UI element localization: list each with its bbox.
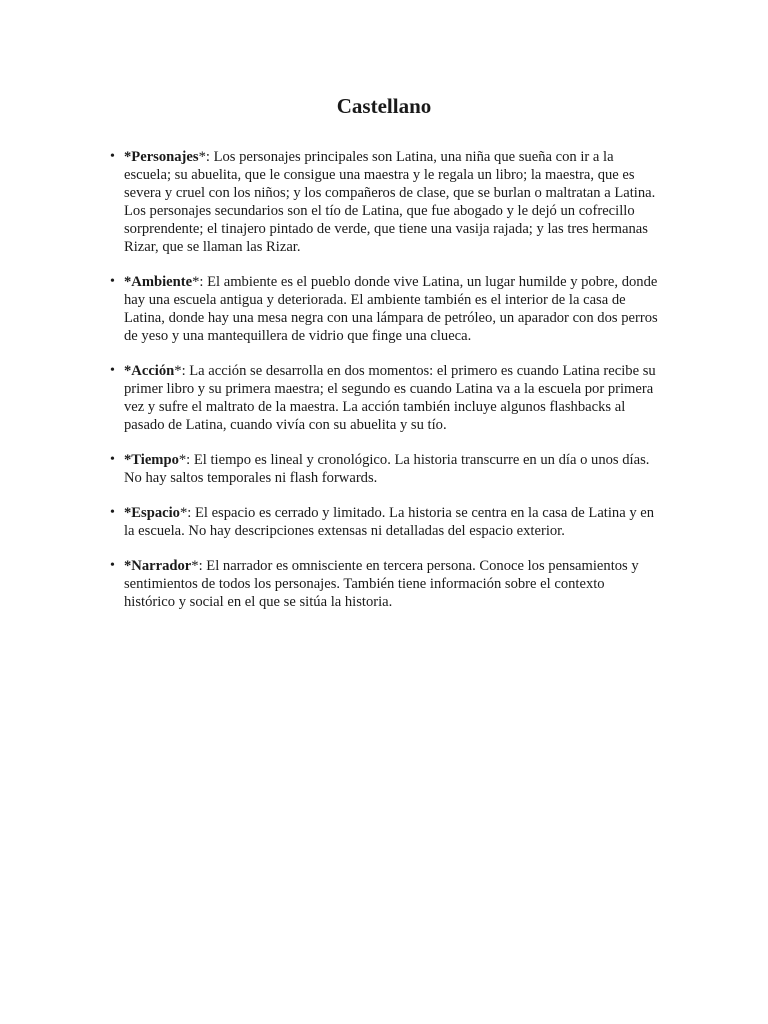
bullet-icon: •	[110, 452, 115, 467]
document-title: Castellano	[336, 94, 432, 118]
list-item-narrador	[108, 557, 658, 611]
bullet-list	[108, 148, 658, 628]
item-text: *: El tiempo es lineal y cronológico. La historia transcurre en un día o unos días. No hay saltos temporales ni flash forwards.	[124, 452, 650, 486]
list-item-accion	[108, 362, 658, 434]
list-item-personajes	[108, 148, 658, 256]
item-text: *: El espacio es cerrado y limitado. La historia se centra en la casa de Latina y en la escuela. No hay descripciones extensas ni detalladas del espacio exterior.	[124, 505, 655, 539]
item-label: *Narrador	[124, 558, 192, 574]
item-label: *Tiempo	[124, 452, 179, 468]
item-label: *Acción	[124, 363, 175, 379]
item-label: *Personajes	[124, 149, 199, 165]
list-item-espacio	[108, 504, 658, 540]
item-label: *Ambiente	[124, 274, 193, 290]
item-text: *: El narrador es omnisciente en tercera persona. Conoce los pensamientos y sentimientos de todos los personajes. También tiene información sobre el contexto histórico y social en el que se sitúa la historia.	[124, 558, 639, 610]
item-text: *: El ambiente es el pueblo donde vive Latina, un lugar humilde y pobre, donde hay una escuela antigua y deteriorada. El ambiente también es el interior de la casa de Latina, donde hay una mesa negra con una lámpara de petróleo, un aparador con dos perros de yeso y una mantequillera de vidrio que finge una clueca.	[124, 274, 658, 344]
item-text: *: La acción se desarrolla en dos momentos: el primero es cuando Latina recibe su primer libro y su primera maestra; el segundo es cuando Latina va a la escuela por primera vez y sufre el maltrato de la maestra. La acción también incluye algunos flashbacks al pasado de Latina, cuando vivía con su abuelita y su tío.	[124, 363, 656, 433]
bullet-icon: •	[110, 363, 115, 378]
bullet-icon: •	[110, 505, 115, 520]
list-item-tiempo	[108, 451, 658, 487]
bullet-icon: •	[110, 558, 115, 573]
bullet-icon: •	[110, 274, 115, 289]
list-item-ambiente	[108, 273, 658, 345]
item-label: *Espacio	[124, 505, 180, 521]
bullet-icon: •	[110, 149, 115, 164]
item-text: *: Los personajes principales son Latina, una niña que sueña con ir a la escuela; su abuelita, que le consigue una maestra y le regala un libro; la maestra, que es severa y cruel con los niños; y los compañeros de clase, que se burlan o maltratan a Latina. Los personajes secundarios son el tío de Latina, que fue abogado y le dejó un cofrecillo sorprendente; el tinajero pintado de verde, que tiene una vasija rajada; y las tres hermanas Rizar, que se llaman las Rizar.	[124, 149, 656, 255]
